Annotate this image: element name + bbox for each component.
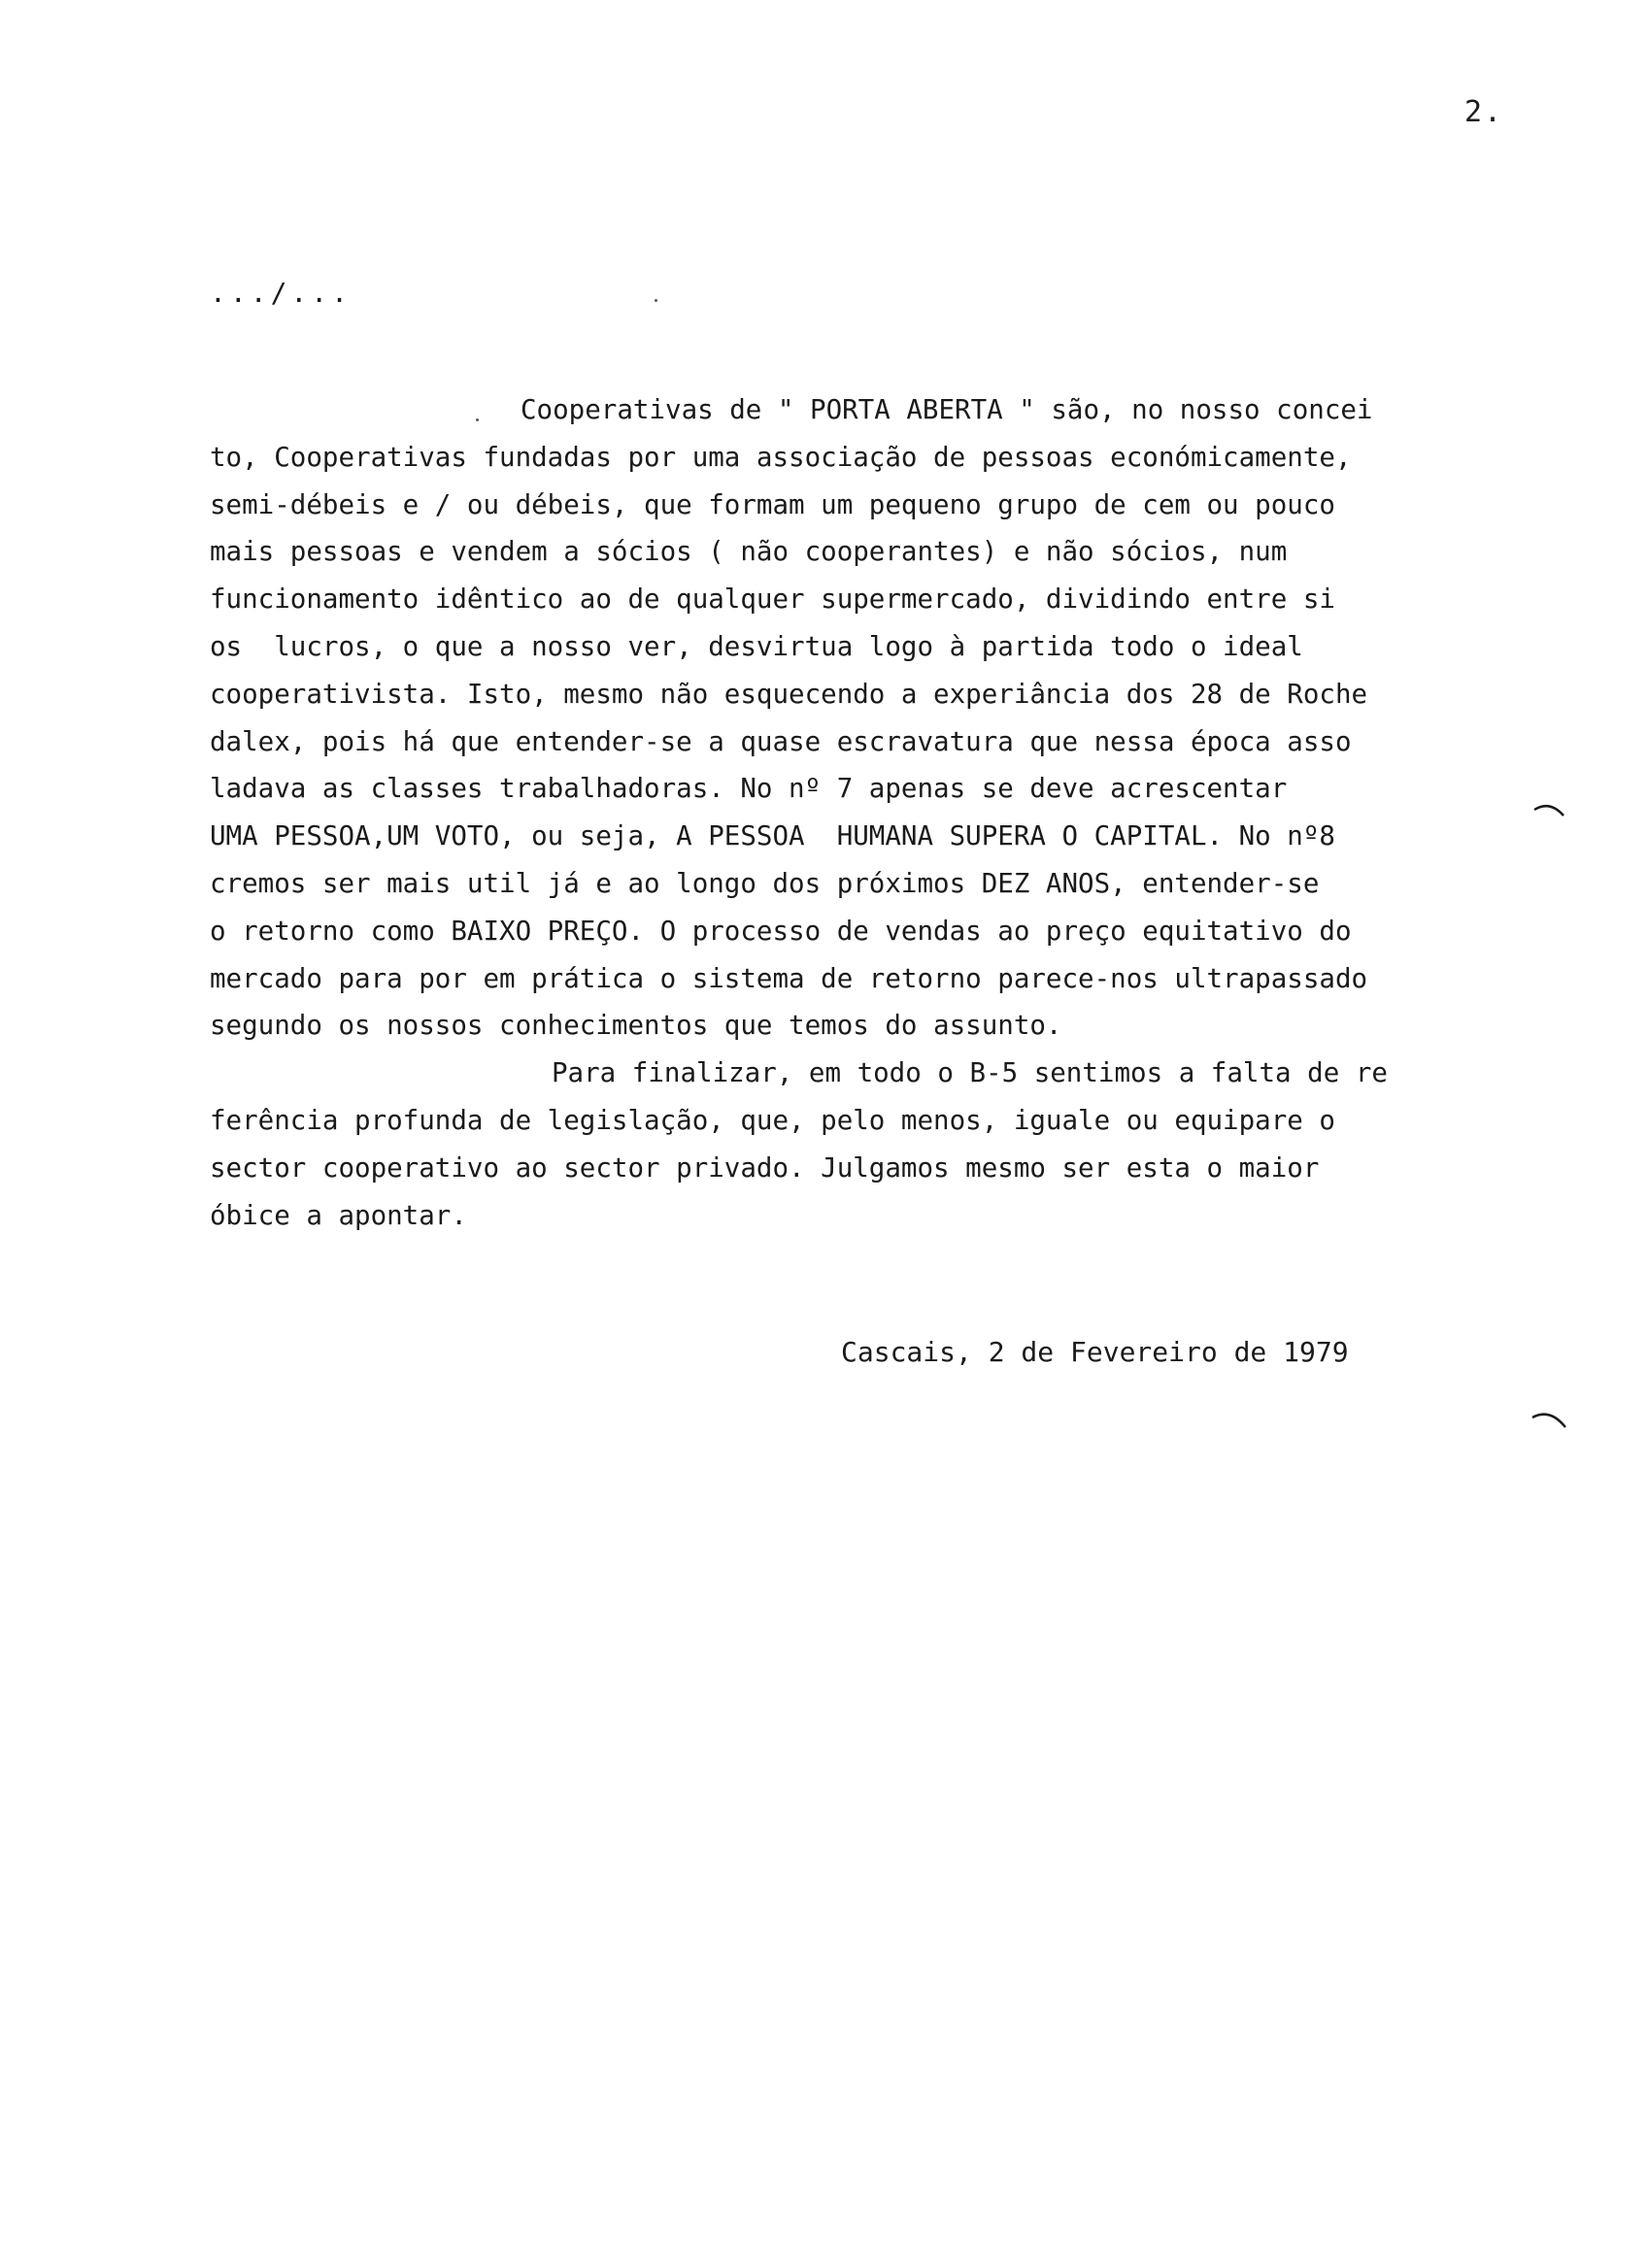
- paragraph-1-line: funcionamento idêntico ao de qualquer supermercado, dividindo entre si: [210, 584, 1335, 616]
- paper-speck: [655, 299, 657, 302]
- paragraph-2-line: Para finalizar, em todo o B-5 sentimos a falta de re: [552, 1057, 1388, 1089]
- paragraph-2-line: óbice a apontar.: [210, 1199, 467, 1231]
- paragraph-1-line: o retorno como BAIXO PREÇO. O processo de vendas ao preço equitativo do: [210, 915, 1352, 947]
- paragraph-1-line: to, Cooperativas fundadas por uma associação de pessoas económicamente,: [210, 441, 1352, 473]
- place-and-date: Cascais, 2 de Fevereiro de 1979: [841, 1336, 1349, 1368]
- paragraph-1-line: mais pessoas e vendem a sócios ( não cooperantes) e não sócios, num: [210, 536, 1288, 568]
- paragraph-1-line: mercado para por em prática o sistema de retorno parece-nos ultrapassado: [210, 962, 1368, 994]
- paragraph-2-line: sector cooperativo ao sector privado. Julgamos mesmo ser esta o maior: [210, 1151, 1320, 1184]
- letter-body: [210, 386, 1608, 1239]
- stray-arc-mark: [1532, 800, 1567, 829]
- paragraph-1-line: cremos ser mais util já e ao longo dos próximos DEZ ANOS, entender-se: [210, 867, 1320, 899]
- paragraph-1-line: semi-débeis e / ou débeis, que formam um pequeno grupo de cem ou pouco: [210, 488, 1335, 520]
- paragraph-1-line: cooperativista. Isto, mesmo não esquecendo a experiância dos 28 de Roche: [210, 678, 1368, 710]
- paragraph-1-line: ladava as classes trabalhadoras. No nº 7 apenas se deve acrescentar: [210, 773, 1288, 805]
- paragraph-1-line: dalex, pois há que entender-se a quase escravatura que nessa época asso: [210, 725, 1352, 757]
- paragraph-2-line: ferência profunda de legislação, que, pelo menos, iguale ou equipare o: [210, 1104, 1335, 1136]
- stray-arc-mark: [1530, 1410, 1569, 1437]
- paper-speck: [476, 418, 479, 421]
- paragraph-1-line: UMA PESSOA,UM VOTO, ou seja, A PESSOA HUMANA SUPERA O CAPITAL. No nº8: [210, 820, 1335, 852]
- paragraph-1-line: segundo os nossos conhecimentos que temos do assunto.: [210, 1010, 1062, 1042]
- paragraph-1-line: os lucros, o que a nosso ver, desvirtua logo à partida todo o ideal: [210, 630, 1303, 662]
- continuation-mark: .../...: [210, 277, 353, 309]
- paragraph-1-line: Cooperativas de " PORTA ABERTA " são, no nosso concei: [521, 394, 1373, 425]
- page-number: 2.: [1464, 95, 1504, 129]
